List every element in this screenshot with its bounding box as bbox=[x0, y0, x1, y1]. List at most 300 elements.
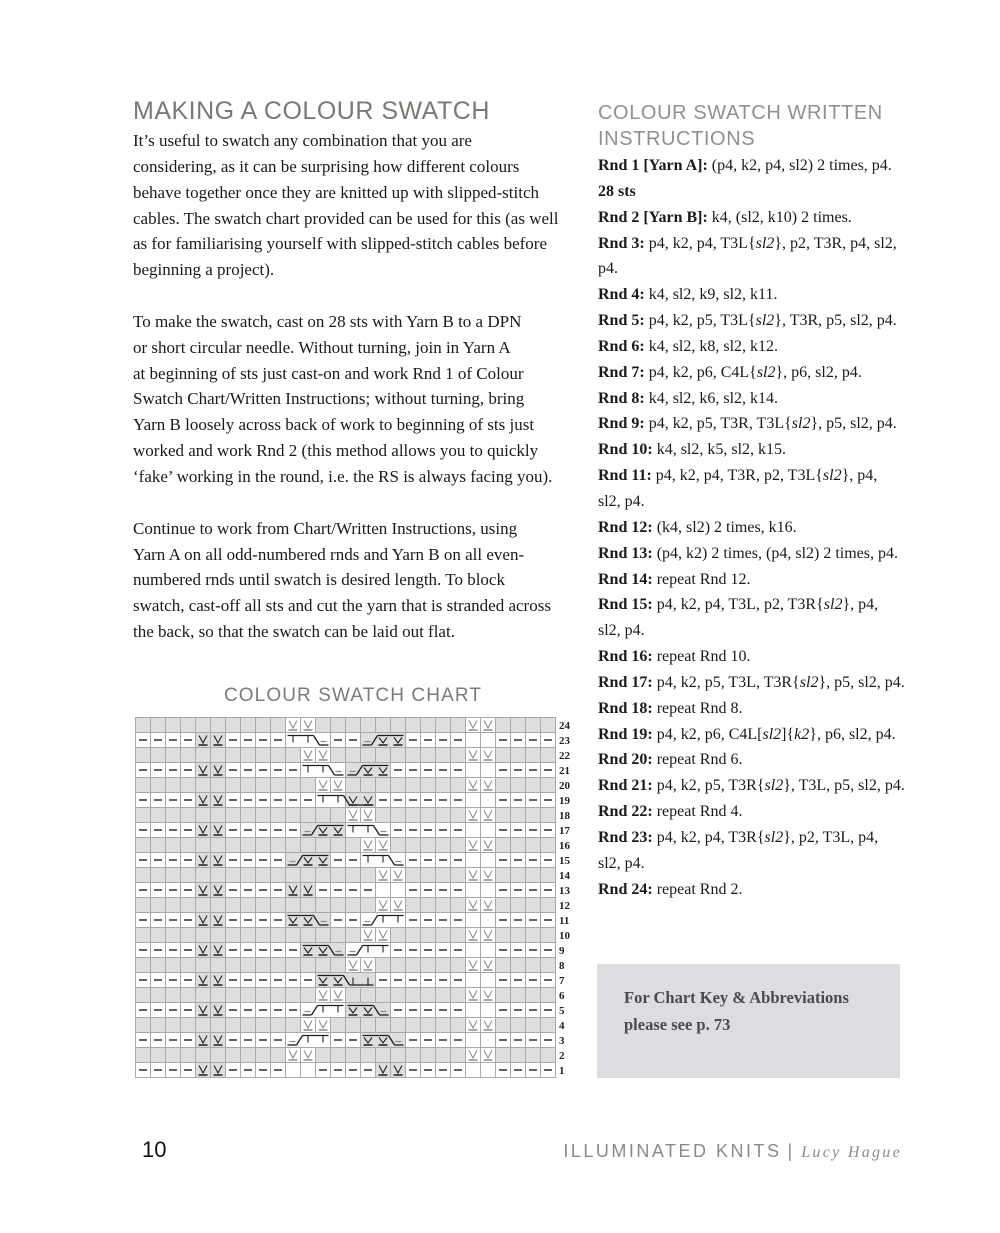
chart-cell bbox=[376, 778, 391, 793]
chart-cell bbox=[286, 958, 301, 973]
chart-cell bbox=[361, 988, 376, 1003]
chart-cell bbox=[391, 838, 406, 853]
row-number: 24 bbox=[559, 720, 570, 732]
round-21 bbox=[598, 773, 905, 799]
chart-cell bbox=[346, 718, 361, 733]
colour-swatch-chart bbox=[135, 717, 575, 1081]
chart-cell bbox=[511, 718, 526, 733]
chart-cell bbox=[466, 973, 481, 988]
chart-cell bbox=[151, 838, 166, 853]
chart-cell bbox=[286, 838, 301, 853]
chart-cell bbox=[286, 748, 301, 763]
row-number: 1 bbox=[559, 1065, 565, 1077]
chart-cell bbox=[241, 958, 256, 973]
chart-cell bbox=[541, 988, 556, 1003]
chart-cell bbox=[346, 778, 361, 793]
chart-cell bbox=[211, 808, 226, 823]
chart-cell bbox=[541, 958, 556, 973]
paragraph-method bbox=[133, 309, 558, 490]
row-number: 4 bbox=[559, 1020, 565, 1032]
chart-cell bbox=[316, 808, 331, 823]
chart-cell bbox=[391, 958, 406, 973]
round-23 bbox=[598, 825, 905, 851]
chart-cell bbox=[511, 1018, 526, 1033]
chart-cell bbox=[196, 1018, 211, 1033]
chart-cell bbox=[466, 763, 481, 778]
chart-cell bbox=[211, 1018, 226, 1033]
round-text: (p4, k2) 2 times, (p4, sl2) 2 times, p4. bbox=[656, 544, 898, 562]
chart-cell bbox=[406, 718, 421, 733]
chart-cell bbox=[346, 748, 361, 763]
chart-cell bbox=[286, 1063, 301, 1078]
text-line: Continue to work from Chart/Written Instructions, using bbox=[133, 518, 518, 538]
chart-cell bbox=[496, 808, 511, 823]
chart-cell bbox=[526, 868, 541, 883]
round-22 bbox=[598, 799, 905, 825]
chart-cell bbox=[526, 748, 541, 763]
chart-cell bbox=[376, 1048, 391, 1063]
chart-cell bbox=[286, 988, 301, 1003]
chart-cell bbox=[496, 1048, 511, 1063]
chart-cell bbox=[541, 808, 556, 823]
chart-cell bbox=[181, 748, 196, 763]
row-number: 15 bbox=[559, 855, 570, 867]
chart-cell bbox=[226, 748, 241, 763]
round-label: Rnd 9: bbox=[598, 415, 645, 433]
row-number: 18 bbox=[559, 810, 570, 822]
chart-cell bbox=[181, 838, 196, 853]
chart-cell bbox=[331, 748, 346, 763]
chart-cell bbox=[271, 958, 286, 973]
chart-cell bbox=[226, 1048, 241, 1063]
round-text: repeat Rnd 6. bbox=[656, 751, 743, 769]
chart-cell bbox=[136, 928, 151, 943]
chart-cell bbox=[511, 958, 526, 973]
chart-cell bbox=[376, 718, 391, 733]
chart-cell bbox=[361, 778, 376, 793]
chart-cell bbox=[466, 793, 481, 808]
chart-cell bbox=[151, 778, 166, 793]
running-footer bbox=[563, 1139, 902, 1165]
chart-cell bbox=[331, 898, 346, 913]
round-label: Rnd 6: bbox=[598, 337, 645, 355]
chart-cell bbox=[301, 958, 316, 973]
chart-cell bbox=[301, 868, 316, 883]
round-8 bbox=[598, 386, 905, 412]
chart-cell bbox=[541, 1048, 556, 1063]
chart-cell bbox=[421, 958, 436, 973]
chart-cell bbox=[451, 1018, 466, 1033]
chart-cell bbox=[271, 718, 286, 733]
chart-cell bbox=[331, 718, 346, 733]
round-label: Rnd 23: bbox=[598, 828, 653, 846]
chart-cell bbox=[151, 718, 166, 733]
round-19 bbox=[598, 722, 905, 748]
chart-cell bbox=[541, 718, 556, 733]
chart-cell bbox=[541, 778, 556, 793]
chart-cell bbox=[361, 1018, 376, 1033]
row-number: 3 bbox=[559, 1035, 565, 1047]
chart-cell bbox=[211, 1048, 226, 1063]
chart-cell bbox=[406, 898, 421, 913]
chart-cell bbox=[151, 808, 166, 823]
chart-cell bbox=[406, 868, 421, 883]
chart-cell bbox=[436, 838, 451, 853]
chart-cell bbox=[376, 883, 391, 898]
chart-cell bbox=[421, 988, 436, 1003]
chart-cell bbox=[136, 868, 151, 883]
chart-cell bbox=[511, 778, 526, 793]
round-label: Rnd 15: bbox=[598, 596, 653, 614]
note-line: please see p. 73 bbox=[624, 1015, 731, 1034]
chart-cell bbox=[151, 928, 166, 943]
chart-cell bbox=[241, 718, 256, 733]
round-text: p4, k2, p6, C4L[sl2]{k2}, p6, sl2, p4. bbox=[656, 725, 896, 743]
chart-cell bbox=[316, 718, 331, 733]
book-title: ILLUMINATED KNITS bbox=[563, 1141, 782, 1161]
chart-cell bbox=[391, 748, 406, 763]
round-16 bbox=[598, 644, 905, 670]
instructions-title-line: COLOUR SWATCH WRITTEN bbox=[598, 102, 883, 124]
chart-cell bbox=[196, 778, 211, 793]
round-text: repeat Rnd 2. bbox=[656, 880, 743, 898]
chart-cell bbox=[166, 808, 181, 823]
round-text: k4, (sl2, k10) 2 times. bbox=[711, 208, 852, 226]
round-text: p4, k2, p5, T3L, T3R{sl2}, p5, sl2, p4. bbox=[656, 673, 905, 691]
instructions-title-line: INSTRUCTIONS bbox=[598, 128, 756, 150]
chart-cell bbox=[466, 883, 481, 898]
chart-cell bbox=[421, 748, 436, 763]
chart-cell bbox=[526, 838, 541, 853]
text-line: Swatch Chart/Written Instructions; without turning, bring bbox=[133, 389, 525, 409]
chart-cell bbox=[301, 988, 316, 1003]
chart-cell bbox=[286, 898, 301, 913]
chart-cell bbox=[496, 838, 511, 853]
chart-cell bbox=[181, 1018, 196, 1033]
chart-cell bbox=[151, 988, 166, 1003]
chart-cell bbox=[256, 1018, 271, 1033]
round-10 bbox=[598, 437, 905, 463]
chart-cell bbox=[331, 958, 346, 973]
chart-cell bbox=[541, 928, 556, 943]
chart-cell bbox=[436, 988, 451, 1003]
chart-cell bbox=[421, 718, 436, 733]
chart-cell bbox=[286, 1018, 301, 1033]
chart-cell bbox=[421, 928, 436, 943]
chart-cell bbox=[421, 1048, 436, 1063]
chart-cell bbox=[211, 718, 226, 733]
chart-cell bbox=[211, 868, 226, 883]
chart-cell bbox=[361, 868, 376, 883]
paragraph-continue bbox=[133, 516, 558, 645]
chart-cell bbox=[301, 928, 316, 943]
round-14 bbox=[598, 567, 905, 593]
chart-cell bbox=[481, 943, 496, 958]
round-text: p4, k2, p5, T3R{sl2}, T3L, p5, sl2, p4. bbox=[656, 777, 905, 795]
round-text: p4. bbox=[598, 260, 618, 278]
chart-cell bbox=[436, 958, 451, 973]
chart-cell bbox=[406, 958, 421, 973]
chart-cell bbox=[451, 868, 466, 883]
chart-cell bbox=[331, 1048, 346, 1063]
row-number: 21 bbox=[559, 765, 570, 777]
row-number: 12 bbox=[559, 900, 570, 912]
chart-cell bbox=[256, 838, 271, 853]
stitch-count-label: 28 sts bbox=[598, 182, 636, 200]
round-label: Rnd 12: bbox=[598, 518, 653, 536]
chart-cell bbox=[511, 928, 526, 943]
chart-cell bbox=[271, 778, 286, 793]
chart-cell bbox=[451, 1048, 466, 1063]
round-18 bbox=[598, 696, 905, 722]
chart-cell bbox=[196, 748, 211, 763]
page-number: 10 bbox=[142, 1137, 167, 1162]
chart-cell bbox=[301, 808, 316, 823]
chart-cell bbox=[346, 868, 361, 883]
chart-cell bbox=[511, 898, 526, 913]
chart-cell bbox=[376, 958, 391, 973]
chart-cell bbox=[241, 838, 256, 853]
chart-cell bbox=[166, 958, 181, 973]
chart-cell bbox=[346, 988, 361, 1003]
chart-cell bbox=[226, 868, 241, 883]
chart-cell bbox=[301, 838, 316, 853]
chart-cell bbox=[271, 868, 286, 883]
chart-cell bbox=[481, 733, 496, 748]
chart-cell bbox=[256, 868, 271, 883]
chart-cell bbox=[361, 898, 376, 913]
round-text: repeat Rnd 8. bbox=[656, 699, 743, 717]
round-1 bbox=[598, 153, 905, 179]
chart-cell bbox=[271, 1048, 286, 1063]
chart-cell bbox=[286, 808, 301, 823]
chart-cell bbox=[226, 718, 241, 733]
row-number: 10 bbox=[559, 930, 570, 942]
chart-cell bbox=[316, 868, 331, 883]
chart-cell bbox=[136, 808, 151, 823]
footer-separator: | bbox=[787, 1141, 793, 1161]
chart-cell bbox=[406, 838, 421, 853]
chart-cell bbox=[406, 928, 421, 943]
chart-cell bbox=[466, 943, 481, 958]
row-number: 6 bbox=[559, 990, 565, 1002]
chart-cell bbox=[436, 1018, 451, 1033]
chart-cell bbox=[391, 718, 406, 733]
chart-cell bbox=[361, 718, 376, 733]
chart-cell bbox=[226, 1018, 241, 1033]
chart-cell bbox=[316, 958, 331, 973]
round-15 bbox=[598, 592, 905, 618]
chart-cell bbox=[481, 853, 496, 868]
chart-cell bbox=[256, 778, 271, 793]
text-line: Yarn B loosely across back of work to beginning of sts just bbox=[133, 415, 535, 435]
chart-cell bbox=[151, 958, 166, 973]
chart-cell bbox=[436, 748, 451, 763]
chart-cell bbox=[241, 988, 256, 1003]
chart-cell bbox=[526, 808, 541, 823]
chart-cell bbox=[451, 988, 466, 1003]
chart-cell bbox=[331, 808, 346, 823]
chart-cell bbox=[316, 898, 331, 913]
chart-cell bbox=[241, 1018, 256, 1033]
round-label: Rnd 5: bbox=[598, 312, 645, 330]
round-20 bbox=[598, 747, 905, 773]
round-9 bbox=[598, 411, 905, 437]
chart-cell bbox=[271, 808, 286, 823]
chart-cell bbox=[301, 898, 316, 913]
chart-cell bbox=[391, 808, 406, 823]
chart-cell bbox=[466, 733, 481, 748]
chart-cell bbox=[391, 988, 406, 1003]
chart-cell bbox=[136, 898, 151, 913]
round-label: Rnd 14: bbox=[598, 570, 653, 588]
text-line: at beginning of sts just cast-on and work Rnd 1 of Colour bbox=[133, 363, 524, 383]
chart-cell bbox=[526, 898, 541, 913]
chart-cell bbox=[271, 898, 286, 913]
chart-cell bbox=[406, 808, 421, 823]
text-line: the back, so that the swatch can be laid out flat. bbox=[133, 622, 455, 642]
chart-cell bbox=[256, 898, 271, 913]
chart-cell bbox=[451, 748, 466, 763]
section-title: MAKING A COLOUR SWATCH bbox=[133, 97, 490, 125]
chart-cell bbox=[256, 988, 271, 1003]
round-15-continued bbox=[598, 618, 905, 644]
row-number: 19 bbox=[559, 795, 570, 807]
round-text: p4, k2, p4, T3L{sl2}, p2, T3R, p4, sl2, bbox=[648, 234, 897, 252]
chart-cell bbox=[286, 778, 301, 793]
chart-cell bbox=[241, 1048, 256, 1063]
round-text: p4, k2, p6, C4L{sl2}, p6, sl2, p4. bbox=[648, 363, 862, 381]
chart-cell bbox=[451, 928, 466, 943]
chart-cell bbox=[391, 1048, 406, 1063]
chart-cell bbox=[466, 913, 481, 928]
author-name: Lucy Hague bbox=[801, 1144, 902, 1161]
chart-cell bbox=[466, 823, 481, 838]
chart-cell bbox=[256, 928, 271, 943]
round-text: k4, sl2, k8, sl2, k12. bbox=[648, 337, 779, 355]
row-number: 5 bbox=[559, 1005, 565, 1017]
chart-cell bbox=[271, 838, 286, 853]
instructions-title bbox=[598, 100, 883, 152]
chart-cell bbox=[481, 823, 496, 838]
chart-cell bbox=[241, 868, 256, 883]
chart-cell bbox=[376, 748, 391, 763]
chart-cell bbox=[331, 838, 346, 853]
row-number: 7 bbox=[559, 975, 565, 987]
chart-cell bbox=[511, 748, 526, 763]
text-line: ‘fake’ working in the round, i.e. the RS is always facing you). bbox=[133, 466, 553, 486]
chart-cell bbox=[376, 988, 391, 1003]
chart-cell bbox=[241, 808, 256, 823]
chart-cell bbox=[346, 928, 361, 943]
chart-cell bbox=[436, 718, 451, 733]
round-13 bbox=[598, 541, 905, 567]
chart-cell bbox=[421, 778, 436, 793]
round-text: p4, k2, p5, T3R, T3L{sl2}, p5, sl2, p4. bbox=[648, 415, 897, 433]
chart-cell bbox=[301, 778, 316, 793]
chart-cell bbox=[481, 883, 496, 898]
chart-cell bbox=[166, 928, 181, 943]
chart-cell bbox=[481, 913, 496, 928]
round-text: p4, k2, p5, T3L{sl2}, T3R, p5, sl2, p4. bbox=[648, 312, 897, 330]
chart-cell bbox=[391, 928, 406, 943]
chart-cell bbox=[436, 898, 451, 913]
round-17 bbox=[598, 670, 905, 696]
text-line: To make the swatch, cast on 28 sts with Yarn B to a DPN bbox=[133, 311, 522, 331]
chart-cell bbox=[196, 988, 211, 1003]
round-text: k4, sl2, k6, sl2, k14. bbox=[648, 389, 779, 407]
chart-cell bbox=[511, 838, 526, 853]
chart-cell bbox=[526, 1048, 541, 1063]
round-text: p4, k2, p4, T3R, p2, T3L{sl2}, p4, bbox=[655, 467, 878, 485]
round-12 bbox=[598, 515, 905, 541]
chart-cell bbox=[211, 898, 226, 913]
chart-cell bbox=[511, 808, 526, 823]
round-text: sl2, p4. bbox=[598, 622, 645, 640]
round-label: Rnd 8: bbox=[598, 389, 645, 407]
chart-cell bbox=[226, 898, 241, 913]
text-line: worked and work Rnd 2 (this method allows you to quickly bbox=[133, 441, 539, 461]
chart-cell bbox=[136, 748, 151, 763]
chart-cell bbox=[406, 988, 421, 1003]
chart-cell bbox=[496, 1018, 511, 1033]
chart-cell bbox=[226, 808, 241, 823]
chart-cell bbox=[196, 718, 211, 733]
chart-cell bbox=[436, 928, 451, 943]
row-number: 17 bbox=[559, 825, 570, 837]
chart-cell bbox=[391, 883, 406, 898]
chart-cell bbox=[376, 808, 391, 823]
chart-cell bbox=[481, 763, 496, 778]
round-text: k4, sl2, k9, sl2, k11. bbox=[648, 286, 778, 304]
chart-cell bbox=[451, 808, 466, 823]
chart-cell bbox=[331, 1018, 346, 1033]
chart-cell bbox=[211, 928, 226, 943]
chart-cell bbox=[421, 1018, 436, 1033]
text-line: or short circular needle. Without turning, join in Yarn A bbox=[133, 337, 511, 357]
chart-cell bbox=[406, 778, 421, 793]
round-23-continued bbox=[598, 851, 905, 877]
chart-cell bbox=[421, 898, 436, 913]
chart-cell bbox=[241, 898, 256, 913]
row-number: 9 bbox=[559, 945, 565, 957]
chart-cell bbox=[451, 778, 466, 793]
chart-cell bbox=[496, 718, 511, 733]
chart-cell bbox=[151, 898, 166, 913]
round-label: Rnd 4: bbox=[598, 286, 645, 304]
chart-cell bbox=[241, 748, 256, 763]
row-number: 22 bbox=[559, 750, 570, 762]
intro-text bbox=[133, 128, 558, 671]
round-text: p4, k2, p4, T3R{sl2}, p2, T3L, p4, bbox=[656, 828, 879, 846]
chart-cell bbox=[151, 868, 166, 883]
chart-cell bbox=[196, 898, 211, 913]
chart-cell bbox=[226, 988, 241, 1003]
chart-cell bbox=[151, 748, 166, 763]
text-line: It’s useful to swatch any combination that you are bbox=[133, 131, 472, 150]
chart-cell bbox=[271, 928, 286, 943]
chart-cell bbox=[181, 868, 196, 883]
chart-cell bbox=[286, 928, 301, 943]
chart-cell bbox=[181, 928, 196, 943]
chart-cell bbox=[256, 808, 271, 823]
chart-cell bbox=[361, 748, 376, 763]
chart-cell bbox=[181, 988, 196, 1003]
round-text: repeat Rnd 12. bbox=[656, 570, 751, 588]
round-11 bbox=[598, 463, 905, 489]
chart-cell bbox=[466, 1033, 481, 1048]
round-text: sl2, p4. bbox=[598, 492, 645, 510]
